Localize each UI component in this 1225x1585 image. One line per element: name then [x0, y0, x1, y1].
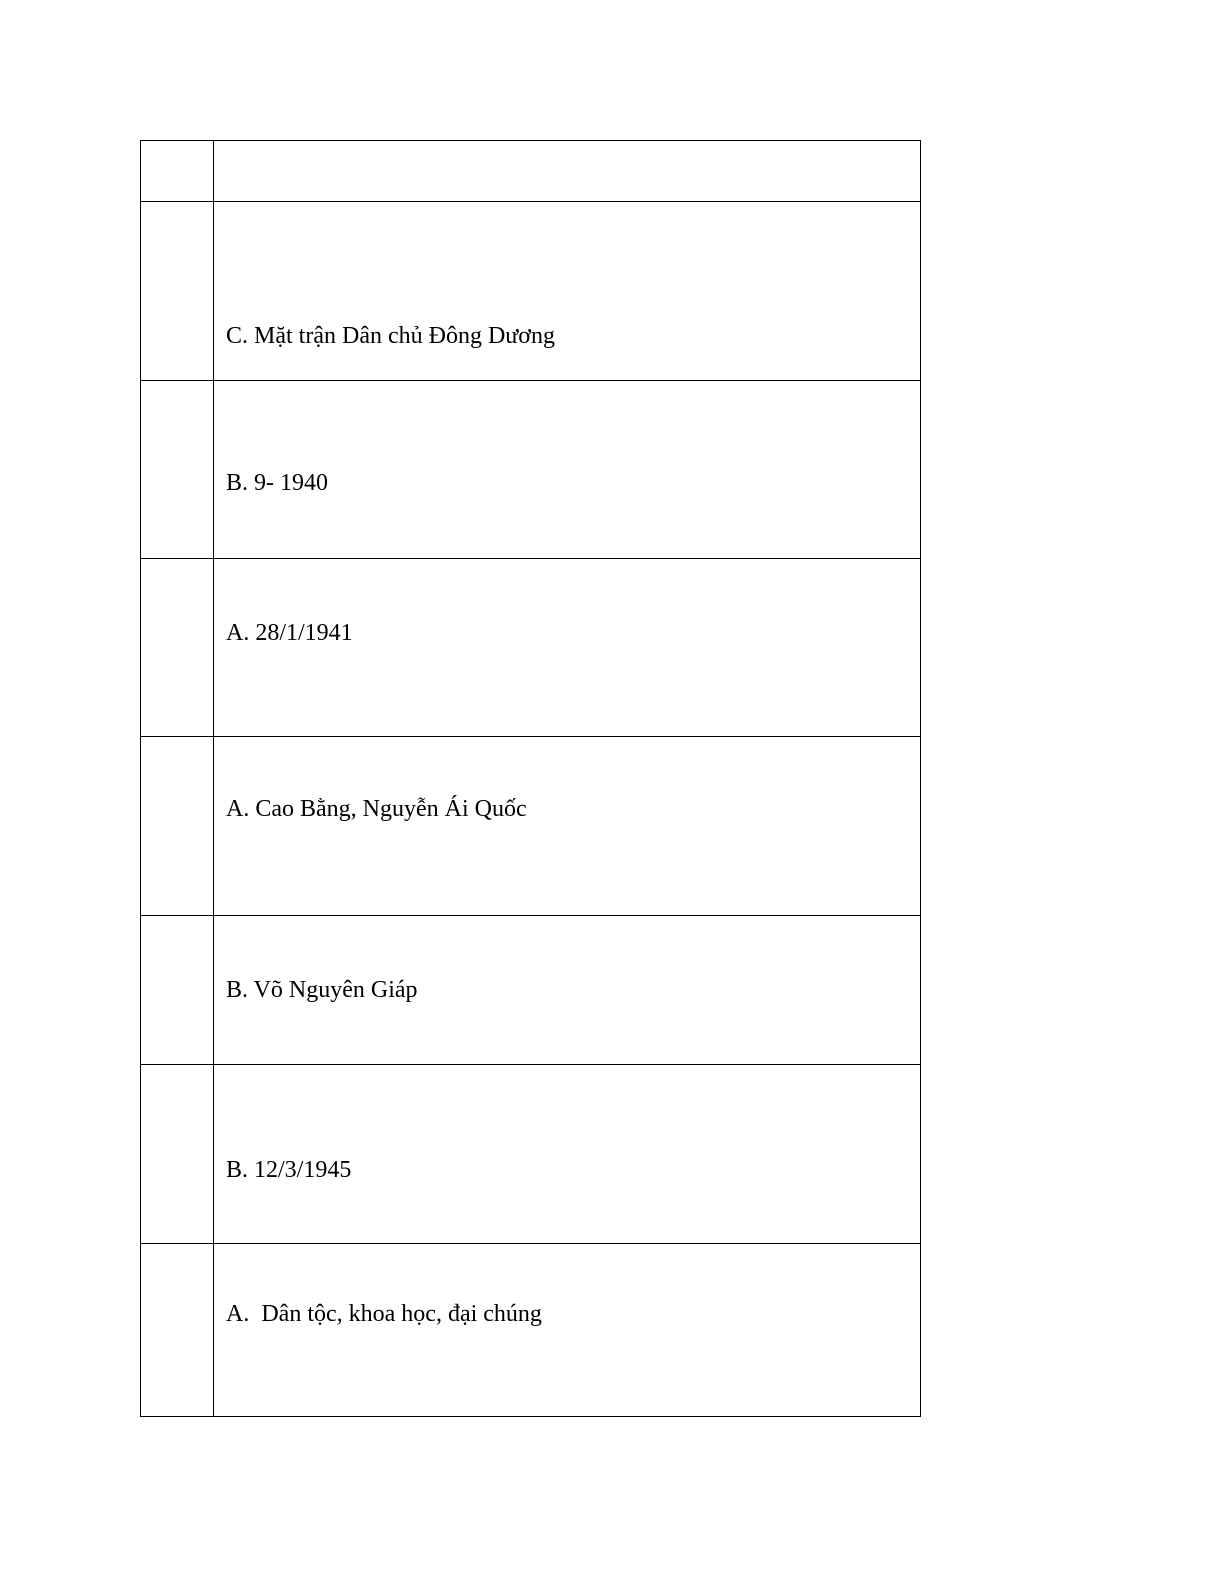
answer-cell [214, 1244, 921, 1417]
answer-table [140, 140, 921, 1417]
table-row [141, 737, 921, 916]
table-row [141, 916, 921, 1065]
answer-cell [214, 141, 921, 202]
table-row [141, 141, 921, 202]
number-cell [141, 1244, 214, 1417]
answer-text: B. Võ Nguyên Giáp [226, 977, 418, 1003]
number-cell [141, 141, 214, 202]
answer-text: A. Cao Bằng, Nguyễn Ái Quốc [226, 796, 527, 822]
answer-cell [214, 1065, 921, 1244]
answer-text: A. Dân tộc, khoa học, đại chúng [226, 1301, 542, 1327]
number-cell [141, 202, 214, 381]
answer-cell [214, 559, 921, 737]
answer-cell [214, 381, 921, 559]
answer-cell [214, 737, 921, 916]
table-row [141, 1065, 921, 1244]
number-cell [141, 916, 214, 1065]
table-row [141, 1244, 921, 1417]
number-cell [141, 737, 214, 916]
table-row [141, 559, 921, 737]
answer-cell [214, 202, 921, 381]
answer-cell [214, 916, 921, 1065]
number-cell [141, 381, 214, 559]
answer-text: B. 9- 1940 [226, 470, 328, 496]
table-row [141, 381, 921, 559]
number-cell [141, 1065, 214, 1244]
number-cell [141, 559, 214, 737]
answer-text: A. 28/1/1941 [226, 620, 353, 646]
answer-text: B. 12/3/1945 [226, 1157, 352, 1183]
answer-text: C. Mặt trận Dân chủ Đông Dương [226, 323, 555, 349]
table-row [141, 202, 921, 381]
